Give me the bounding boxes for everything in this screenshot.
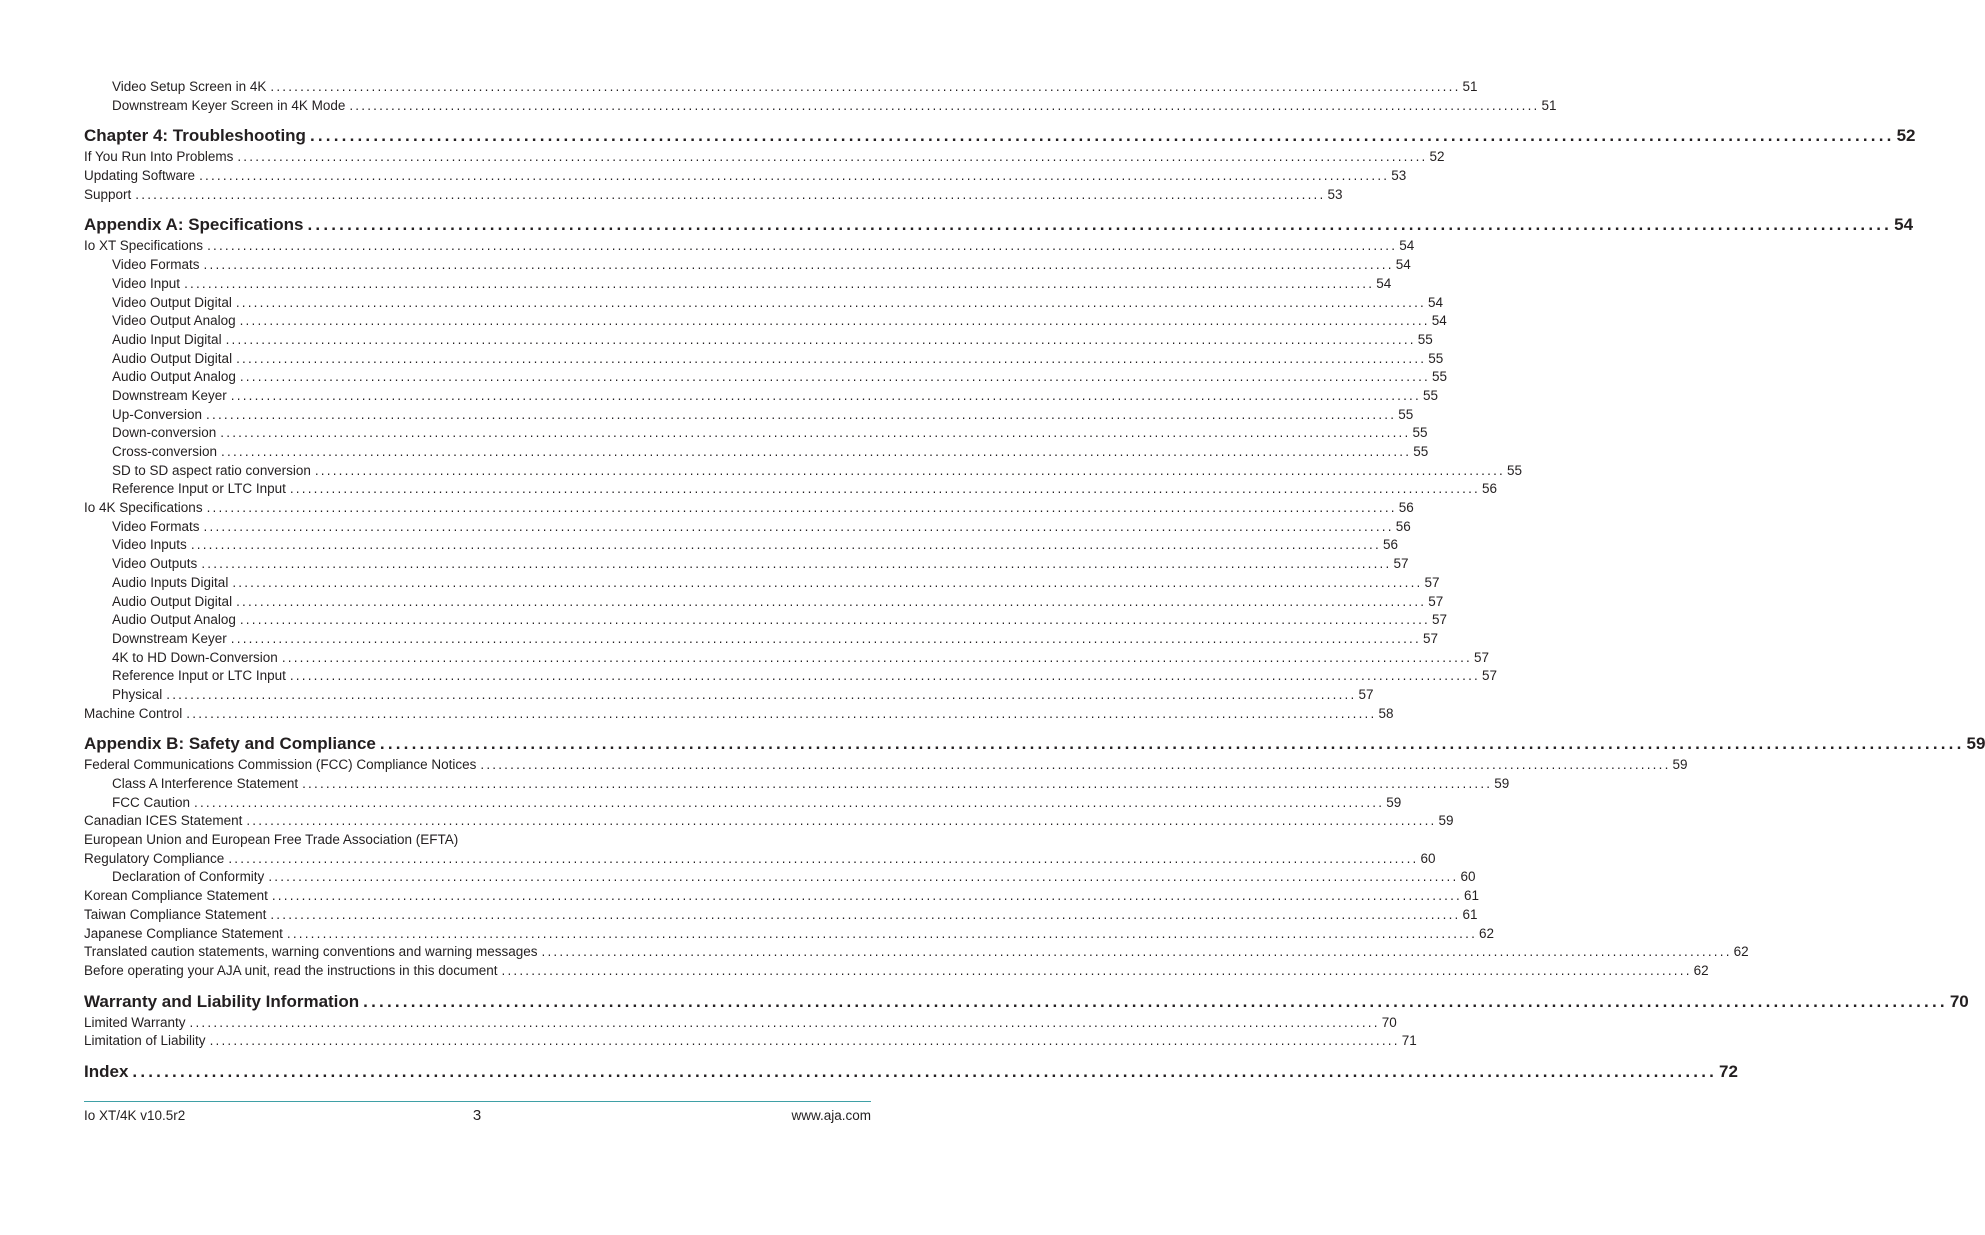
- toc-leader-dots: ........................................................................................................................................................................................................: [206, 406, 1397, 422]
- toc-page-number: 57: [1358, 686, 1374, 702]
- toc-leader-dots: ........................................................................................................................................................................................................: [286, 925, 1478, 941]
- toc-entry[interactable]: [84, 186, 1343, 205]
- toc-entry-title: Updating Software: [84, 168, 196, 184]
- toc-page-number: 55: [1432, 369, 1448, 385]
- toc-leader-dots: ........................................................................................................................................................................................................: [220, 425, 1411, 441]
- toc-entry[interactable]: [84, 167, 1407, 186]
- toc-entry-title: Appendix A: Specifications: [84, 215, 304, 235]
- toc-leader-dots: ........................................................................................................................................................................................................: [289, 481, 1481, 497]
- toc-entry[interactable]: [84, 387, 1438, 406]
- toc-leader-dots: ........................................................................................................................................................................................................: [246, 813, 1437, 829]
- toc-entry-title: Reference Input or LTC Input: [112, 481, 286, 497]
- toc-page-number: 60: [1420, 850, 1436, 866]
- toc-entry-title: Limited Warranty: [84, 1014, 186, 1030]
- toc-page-number: 54: [1894, 215, 1914, 235]
- toc-leader-dots: ........................................................................................................................................................................................................: [307, 215, 1893, 235]
- toc-entry[interactable]: [84, 1014, 1397, 1033]
- toc-leader-dots: ........................................................................................................................................................................................................: [201, 556, 1392, 572]
- toc-entry[interactable]: [84, 97, 1557, 116]
- toc-entry[interactable]: [84, 294, 1444, 313]
- toc-leader-dots: ........................................................................................................................................................................................................: [194, 794, 1385, 810]
- toc-leader-dots: ........................................................................................................................................................................................................: [281, 649, 1472, 665]
- toc-entry-title: Video Output Analog: [112, 313, 236, 329]
- toc-page-number: 55: [1413, 444, 1429, 459]
- toc-page-number: 55: [1417, 331, 1433, 347]
- toc-entry-title: Physical: [112, 686, 163, 702]
- toc-leader-dots: ........................................................................................................................................................................................................: [363, 991, 1948, 1011]
- toc-entry-title: Down-conversion: [112, 425, 217, 441]
- toc-page-number: 54: [1395, 257, 1411, 273]
- toc-leader-dots: ........................................................................................................................................................................................................: [232, 574, 1423, 590]
- toc-entry[interactable]: [84, 850, 1436, 869]
- toc-page-number: 70: [1381, 1014, 1397, 1030]
- toc-page-number: 53: [1327, 186, 1343, 202]
- toc-leader-dots: ........................................................................................................................................................................................................: [480, 757, 1671, 773]
- toc-entry[interactable]: [84, 256, 1411, 275]
- toc-leader-dots: ........................................................................................................................................................................................................: [270, 906, 1461, 922]
- toc-entry-title: Video Output Digital: [112, 294, 232, 310]
- toc-chapter-entry[interactable]: [84, 991, 1969, 1013]
- toc-leader-dots: ........................................................................................................................................................................................................: [270, 79, 1461, 94]
- toc-leader-dots: ........................................................................................................................................................................................................: [302, 776, 1493, 791]
- footer-page-number: 3: [472, 1107, 482, 1124]
- toc-entry[interactable]: [84, 443, 1429, 462]
- toc-leader-dots: ........................................................................................................................................................................................................: [239, 313, 1430, 329]
- toc-entry[interactable]: [84, 630, 1438, 649]
- toc-entry-title: 4K to HD Down-Conversion: [112, 649, 278, 665]
- toc-page-number: 55: [1428, 350, 1444, 366]
- toc-entry-title: Up-Conversion: [112, 406, 203, 422]
- toc-leader-dots: ........................................................................................................................................................................................................: [271, 888, 1463, 904]
- toc-entry[interactable]: [84, 686, 1374, 705]
- toc-entry-title: Video Outputs: [112, 556, 198, 572]
- toc-page-number: 59: [1966, 734, 1985, 754]
- toc-entry-title: Korean Compliance Statement: [84, 888, 268, 904]
- toc-entry-title: Video Inputs: [112, 537, 187, 553]
- toc-page-number: 58: [1378, 705, 1394, 721]
- toc-page-number: 59: [1672, 757, 1688, 773]
- toc-leader-dots: ........................................................................................................................................................................................................: [289, 668, 1481, 684]
- toc-entry-title: Federal Communications Commission (FCC) Compliance Notices: [84, 757, 477, 773]
- toc-page-number: 61: [1464, 888, 1480, 904]
- toc-entry-title: Audio Inputs Digital: [112, 574, 229, 590]
- toc-page-number: 55: [1398, 406, 1414, 422]
- toc-entry-title: Support: [84, 186, 132, 202]
- toc-entry-title: Downstream Keyer: [112, 630, 227, 646]
- toc-entry-title: Reference Input or LTC Input: [112, 668, 286, 684]
- toc-entry[interactable]: [84, 593, 1444, 612]
- toc-page-number: 57: [1482, 668, 1498, 684]
- toc-entry[interactable]: [84, 812, 1454, 831]
- toc-leader-dots: ........................................................................................................................................................................................................: [236, 593, 1427, 609]
- toc-entry-title: Before operating your AJA unit, read the instructions in this document: [84, 962, 498, 978]
- toc-page-number: 54: [1399, 238, 1415, 254]
- toc-entry-title: FCC Caution: [112, 794, 191, 810]
- toc-entry[interactable]: [84, 868, 1476, 887]
- toc-entry-title: Taiwan Compliance Statement: [84, 906, 267, 922]
- toc-entry-title: Japanese Compliance Statement: [84, 925, 283, 941]
- toc-entry[interactable]: [84, 462, 1523, 481]
- toc-leader-dots: ........................................................................................................................................................................................................: [189, 1014, 1380, 1030]
- toc-entry[interactable]: [84, 611, 1448, 630]
- toc-leader-dots: ........................................................................................................................................................................................................: [221, 444, 1412, 459]
- toc-leader-dots: ........................................................................................................................................................................................................: [501, 962, 1692, 978]
- toc-entry[interactable]: [84, 887, 1480, 906]
- toc-leader-dots: ........................................................................................................................................................................................................: [230, 630, 1421, 646]
- toc-chapter-entry[interactable]: [84, 214, 1914, 236]
- toc-entry-title: Cross-conversion: [112, 444, 218, 459]
- toc-entry-title: Downstream Keyer: [112, 387, 227, 403]
- toc-page-number: 62: [1479, 925, 1495, 941]
- toc-leader-dots: ........................................................................................................................................................................................................: [206, 500, 1397, 516]
- footer-document-title: Io XT/4K v10.5r2: [84, 1108, 186, 1123]
- toc-entry-title: Video Formats: [112, 257, 200, 273]
- toc-entry[interactable]: [84, 943, 1749, 962]
- toc-leader-dots: ........................................................................................................................................................................................................: [268, 869, 1459, 885]
- toc-leader-dots: ........................................................................................................................................................................................................: [199, 168, 1390, 184]
- toc-page-number: 61: [1462, 906, 1478, 922]
- toc-chapter-entry[interactable]: [84, 1061, 1738, 1083]
- toc-page-number: 51: [1541, 97, 1557, 113]
- toc-leader-dots: ........................................................................................................................................................................................................: [228, 850, 1419, 866]
- toc-entry-title: Audio Output Digital: [112, 350, 233, 366]
- toc-page-number: 51: [1462, 79, 1478, 94]
- toc-entry[interactable]: [84, 275, 1392, 294]
- toc-leader-dots: ........................................................................................................................................................................................................: [541, 944, 1732, 960]
- toc-leader-dots: ........................................................................................................................................................................................................: [203, 518, 1394, 534]
- toc-leader-dots: ........................................................................................................................................................................................................: [207, 238, 1398, 254]
- toc-entry[interactable]: [84, 962, 1709, 981]
- toc-leader-dots: ........................................................................................................................................................................................................: [186, 705, 1377, 721]
- toc-page-number: 53: [1391, 168, 1407, 184]
- toc-leader-dots: ........................................................................................................................................................................................................: [314, 462, 1505, 478]
- footer-divider: [84, 1101, 871, 1102]
- toc-entry[interactable]: [84, 424, 1428, 443]
- toc-page-number: 52: [1429, 149, 1445, 165]
- toc-entry-title: Index: [84, 1061, 129, 1081]
- toc-entry[interactable]: [84, 794, 1402, 813]
- toc-entry-title: Video Setup Screen in 4K: [112, 79, 267, 94]
- toc-entry-title: Canadian ICES Statement: [84, 813, 243, 829]
- toc-page-number: 55: [1412, 425, 1428, 441]
- toc-page-number: 54: [1427, 294, 1444, 310]
- toc-entry-title: Video Input: [112, 275, 181, 291]
- toc-page-number: 54: [1431, 313, 1447, 329]
- toc-entry[interactable]: [84, 831, 643, 850]
- toc-leader-dots: ........................................................................................................................................................................................................: [132, 1061, 1718, 1081]
- toc-entry[interactable]: [84, 555, 1409, 574]
- toc-leader-dots: ........................................................................................................................................................................................................: [235, 294, 1426, 310]
- toc-page-number: 59: [1386, 794, 1402, 810]
- toc-entry[interactable]: [84, 649, 1490, 668]
- toc-page-number: 59: [1438, 813, 1454, 829]
- toc-entry-title: Appendix B: Safety and Compliance: [84, 734, 376, 754]
- toc-page-number: 55: [1422, 387, 1438, 403]
- toc-leader-dots: ........................................................................................................................................................................................................: [239, 612, 1431, 628]
- toc-entry-title: Video Formats: [112, 518, 200, 534]
- toc-page-number: 56: [1482, 481, 1498, 497]
- toc-entry[interactable]: [84, 1032, 1417, 1051]
- toc-page-number: 52: [1896, 126, 1916, 146]
- toc-entry[interactable]: [84, 499, 1414, 518]
- toc-entry-title: If You Run Into Problems: [84, 149, 234, 165]
- toc-entry-title: SD to SD aspect ratio conversion: [112, 462, 311, 478]
- toc-entry[interactable]: [84, 312, 1447, 331]
- toc-leader-dots: ........................................................................................................................................................................................................: [230, 387, 1421, 403]
- toc-leader-dots: ........................................................................................................................................................................................................: [379, 734, 1965, 754]
- toc-entry-title: Io 4K Specifications: [84, 500, 203, 516]
- toc-entry[interactable]: [84, 78, 1478, 97]
- toc-leader-dots: ........................................................................................................................................................................................................: [209, 1033, 1400, 1049]
- toc-entry[interactable]: [84, 480, 1498, 499]
- toc-entry-title: Declaration of Conformity: [112, 869, 265, 885]
- toc-page-number: 57: [1422, 630, 1438, 646]
- toc-entry[interactable]: [84, 148, 1445, 167]
- toc-entry-title: Io XT Specifications: [84, 238, 204, 254]
- toc-entry[interactable]: [84, 406, 1414, 425]
- toc-entry-title: Chapter 4: Troubleshooting: [84, 126, 306, 146]
- toc-page-number: 60: [1460, 869, 1476, 885]
- toc-entry-title: Machine Control: [84, 705, 183, 721]
- toc-page-number: 56: [1382, 537, 1398, 553]
- toc-leader-dots: ........................................................................................................................................................................................................: [309, 126, 1895, 146]
- footer-website-link[interactable]: www.aja.com: [791, 1108, 871, 1123]
- toc-entry[interactable]: [84, 906, 1478, 925]
- toc-leader-dots: ........................................................................................................................................................................................................: [225, 331, 1416, 347]
- toc-entry-title: Class A Interference Statement: [112, 776, 299, 791]
- toc-page-number: 56: [1398, 500, 1414, 516]
- toc-page-number: 54: [1376, 275, 1392, 291]
- toc-entry[interactable]: [84, 518, 1411, 537]
- toc-entry[interactable]: [84, 775, 1510, 794]
- toc-page-number: 70: [1949, 991, 1969, 1011]
- toc-leader-dots: ........................................................................................................................................................................................................: [239, 369, 1431, 385]
- toc-leader-dots: ........................................................................................................................................................................................................: [190, 537, 1381, 553]
- toc-entry-title: Warranty and Liability Information: [84, 991, 360, 1011]
- toc-leader-dots: ........................................................................................................................................................................................................: [166, 686, 1357, 702]
- table-of-contents: [84, 78, 1985, 1084]
- toc-entry-title: Limitation of Liability: [84, 1033, 206, 1049]
- toc-entry[interactable]: [84, 756, 1688, 775]
- toc-leader-dots: ........................................................................................................................................................................................................: [349, 97, 1540, 113]
- toc-leader-dots: ........................................................................................................................................................................................................: [203, 257, 1394, 273]
- toc-page-number: 57: [1393, 556, 1409, 572]
- toc-entry[interactable]: [84, 574, 1440, 593]
- toc-entry-title: Audio Output Analog: [112, 369, 236, 385]
- toc-page-number: 57: [1473, 649, 1490, 665]
- toc-page-number: 72: [1719, 1061, 1738, 1081]
- toc-entry-title: European Union and European Free Trade Association (EFTA): [84, 832, 459, 848]
- toc-entry-title: Translated caution statements, warning conventions and warning messages: [84, 944, 538, 960]
- toc-leader-dots: ........................................................................................................................................................................................................: [237, 149, 1428, 165]
- toc-entry[interactable]: [84, 237, 1415, 256]
- toc-page-number: 57: [1424, 574, 1440, 590]
- toc-entry[interactable]: [84, 350, 1444, 369]
- toc-leader-dots: ........................................................................................................................................................................................................: [236, 350, 1427, 366]
- toc-page-number: 56: [1395, 518, 1411, 534]
- toc-page-number: 57: [1432, 612, 1448, 628]
- toc-entry[interactable]: [84, 705, 1394, 724]
- toc-page-number: 71: [1401, 1033, 1417, 1049]
- toc-page-number: 57: [1428, 593, 1444, 609]
- toc-entry-title: Downstream Keyer Screen in 4K Mode: [112, 97, 346, 113]
- toc-chapter-entry[interactable]: [84, 733, 1985, 755]
- toc-entry-title: Regulatory Compliance: [84, 850, 225, 866]
- toc-leader-dots: ........................................................................................................................................................................................................: [135, 186, 1326, 202]
- toc-entry[interactable]: [84, 925, 1495, 944]
- toc-chapter-entry[interactable]: [84, 125, 1916, 147]
- toc-entry-title: Audio Output Analog: [112, 612, 236, 628]
- toc-page-number: 55: [1507, 462, 1523, 478]
- toc-page-number: 62: [1693, 962, 1709, 978]
- toc-entry-title: Audio Output Digital: [112, 593, 233, 609]
- toc-entry[interactable]: [84, 667, 1498, 686]
- toc-page-number: 62: [1733, 944, 1749, 960]
- toc-entry[interactable]: [84, 368, 1448, 387]
- toc-entry[interactable]: [84, 331, 1433, 350]
- toc-entry-title: Audio Input Digital: [112, 331, 222, 347]
- toc-entry[interactable]: [84, 536, 1398, 555]
- toc-page-number: 59: [1494, 776, 1510, 791]
- toc-leader-dots: ........................................................................................................................................................................................................: [184, 275, 1375, 291]
